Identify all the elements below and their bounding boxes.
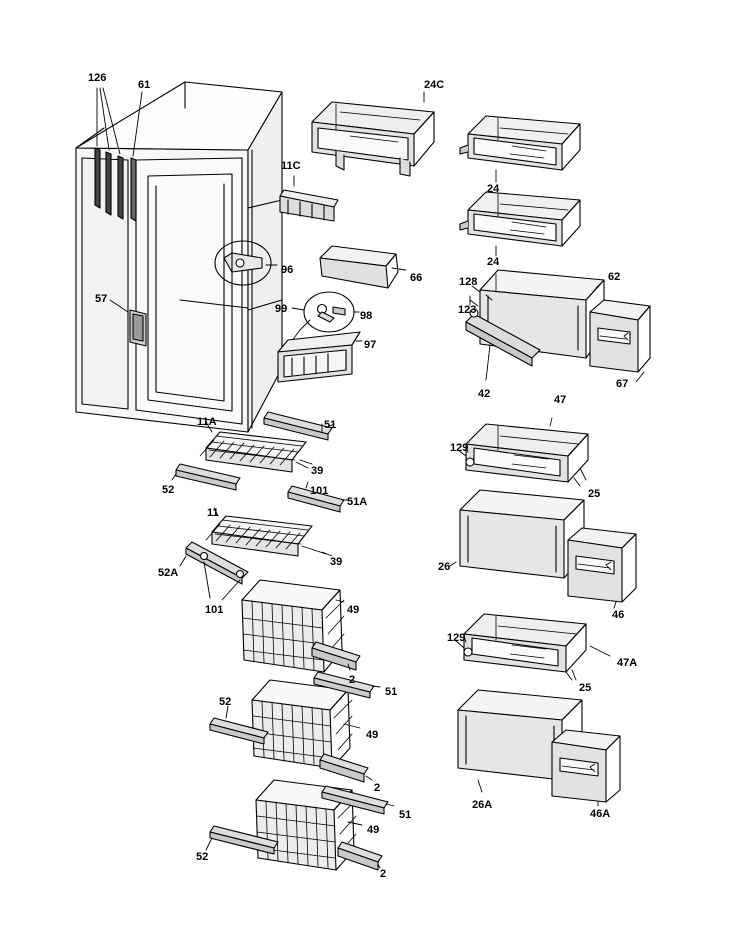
callout-25-upper: 25 <box>588 488 601 500</box>
callout-46A: 46A <box>590 808 611 820</box>
part-46A-door-bin <box>552 730 620 806</box>
callout-57: 57 <box>95 293 108 305</box>
callout-123: 123 <box>458 304 477 316</box>
part-11C-bar <box>280 176 338 221</box>
callout-62: 62 <box>608 271 621 283</box>
callout-2-middle: 2 <box>374 782 381 794</box>
callout-47: 47 <box>554 394 567 406</box>
part-2-rail-middle <box>320 754 372 782</box>
callout-24-upper: 24 <box>487 183 500 195</box>
part-24-shelf-lower <box>460 192 580 256</box>
part-26-crisper <box>450 490 584 578</box>
callout-51-middle: 51 <box>385 686 398 698</box>
callout-46: 46 <box>612 609 625 621</box>
part-47-shelf <box>466 418 588 482</box>
callout-129-lower: 129 <box>447 632 466 644</box>
callout-52A: 52A <box>158 567 179 579</box>
callout-2-lower: 2 <box>380 868 387 880</box>
callout-47A: 47A <box>617 657 638 669</box>
part-52A-clips <box>180 542 248 600</box>
part-47A-shelf <box>464 614 610 680</box>
callout-2-upper: 2 <box>349 674 356 686</box>
callout-101-lower: 101 <box>205 604 224 616</box>
part-67-door-bin <box>590 300 650 382</box>
part-49-basket-middle <box>252 680 360 768</box>
callout-11C: 11C <box>281 160 301 172</box>
callout-66: 66 <box>410 272 423 284</box>
callout-26: 26 <box>438 561 451 573</box>
part-97-dairy-door <box>278 332 362 382</box>
callout-98: 98 <box>360 310 373 322</box>
callout-11: 11 <box>207 507 219 519</box>
callout-52-middle: 52 <box>219 696 232 708</box>
part-24-shelf-upper <box>460 116 580 182</box>
part-2-rail-lower <box>338 842 382 870</box>
callout-97: 97 <box>364 339 377 351</box>
callout-96: 96 <box>281 264 294 276</box>
callout-26A: 26A <box>472 799 493 811</box>
callout-11A: 11A <box>197 416 217 428</box>
callout-39-lower: 39 <box>330 556 343 568</box>
callout-67: 67 <box>616 378 629 390</box>
callout-52-lower: 52 <box>196 851 209 863</box>
callout-49-lower: 49 <box>367 824 380 836</box>
part-66-door-bin <box>320 246 406 288</box>
part-46-door-bin <box>568 528 636 608</box>
callout-51-upper: 51 <box>324 419 337 431</box>
callout-24-lower: 24 <box>487 256 500 268</box>
callout-25-lower: 25 <box>579 682 592 694</box>
callout-24C: 24C <box>424 79 445 91</box>
callout-61: 61 <box>138 79 151 91</box>
callout-101-upper: 101 <box>310 485 329 497</box>
callout-52-upper: 52 <box>162 484 175 496</box>
part-24C-shelf <box>312 92 434 176</box>
callout-129-upper: 129 <box>450 442 469 454</box>
callout-128: 128 <box>459 276 478 288</box>
callout-49-middle: 49 <box>366 729 379 741</box>
callout-51-lower: 51 <box>399 809 412 821</box>
callout-126: 126 <box>88 72 107 84</box>
callout-99: 99 <box>275 303 288 315</box>
part-52-bar <box>172 464 240 490</box>
callout-42: 42 <box>478 388 491 400</box>
callout-39-upper: 39 <box>311 465 324 477</box>
callout-49-upper: 49 <box>347 604 360 616</box>
callout-51A: 51A <box>347 496 368 508</box>
part-11-wire-shelf <box>206 508 326 556</box>
